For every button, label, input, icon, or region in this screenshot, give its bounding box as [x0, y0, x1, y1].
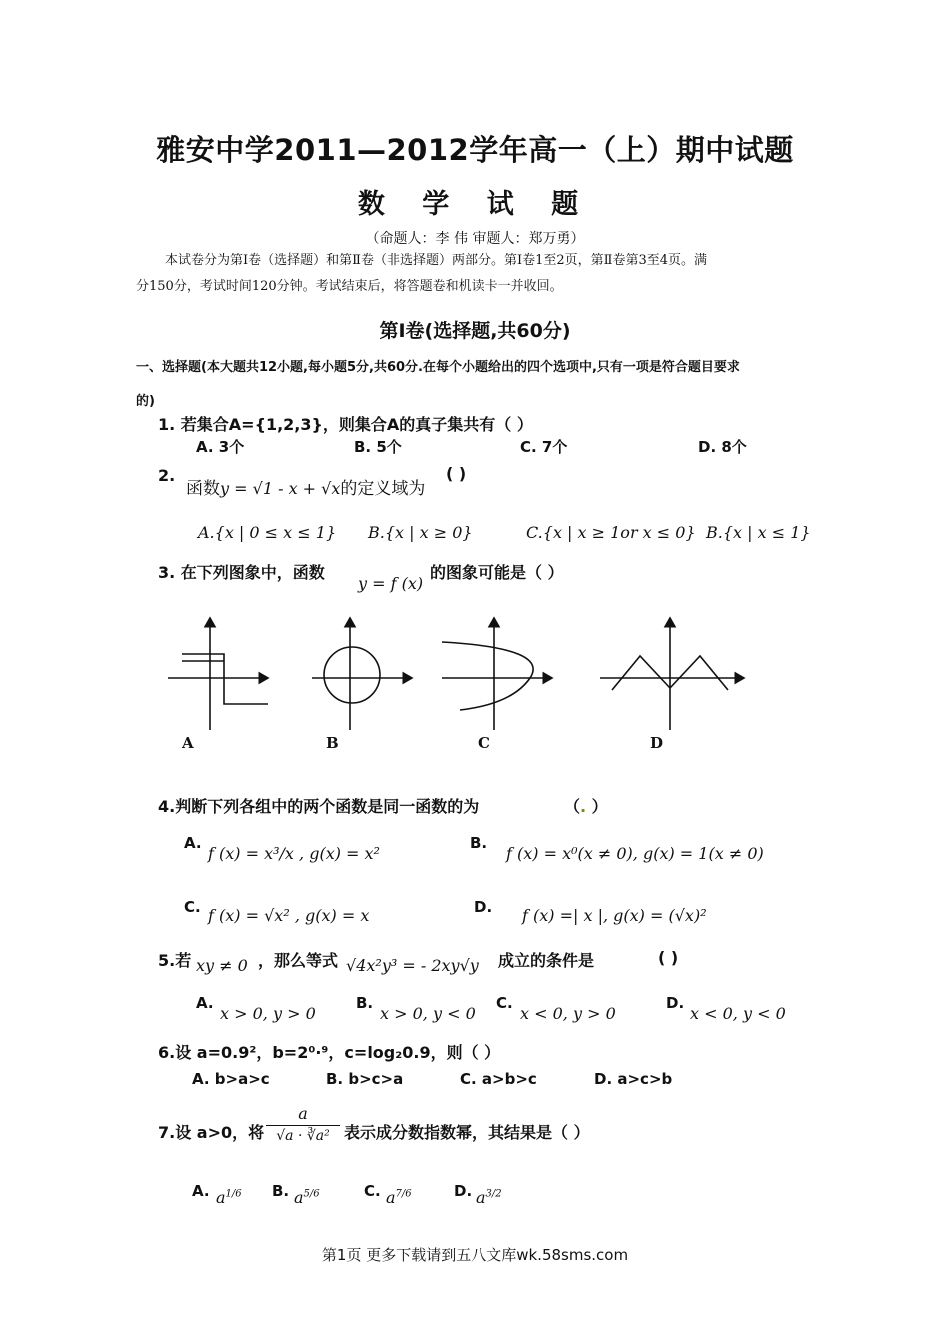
question-6: 6.设 a=0.9²，b=2⁰·⁹，c=log₂0.9，则（ ） — [158, 1043, 501, 1062]
q5-condition: xy ≠ 0 — [196, 956, 248, 975]
q3-graphs — [160, 612, 760, 742]
q1-option-d: D. 8个 — [698, 438, 747, 456]
q5-option-d: x < 0, y < 0 — [690, 1004, 786, 1023]
graph-b — [312, 618, 412, 730]
page-footer: 第1页 更多下载请到五八文库wk.58sms.com — [321, 1246, 629, 1264]
q7-option-a-label: A. — [192, 1182, 210, 1200]
q2-option-c: C.{x | x ≥ 1or x ≤ 0} — [526, 523, 696, 542]
q4-paren-open: （ — [564, 797, 581, 816]
section-title: 第Ⅰ卷(选择题,共60分) — [379, 320, 571, 342]
q7-option-a-base: a — [216, 1188, 226, 1207]
q5-option-c: x < 0, y > 0 — [520, 1004, 616, 1023]
q4-option-c-label: C. — [184, 898, 201, 916]
exam-subtitle: 数 学 试 题 — [357, 189, 593, 220]
q3-function: y = f (x) — [358, 574, 424, 593]
graph-c — [442, 618, 552, 730]
q7-fraction-denominator: √a · ∛a² — [276, 1128, 330, 1144]
q7-option-d — [476, 1188, 502, 1207]
q4-paren-close: ） — [586, 797, 608, 816]
question-7-text-a: 7.设 a>0，将 — [158, 1123, 265, 1142]
q5-equation: √4x²y³ = - 2xy√y — [346, 956, 479, 975]
q7-fraction — [266, 1104, 340, 1144]
question-2-stem — [186, 474, 425, 499]
q5-option-d-label: D. — [666, 994, 685, 1012]
graph-label-b: B — [326, 734, 339, 752]
q4-answer-paren — [564, 794, 608, 817]
q2-stem-suffix: 的定义域为 — [340, 479, 426, 499]
q7-option-c-exp: 7/6 — [395, 1188, 412, 1200]
graph-a — [168, 618, 268, 730]
q7-fraction-numerator: a — [266, 1104, 340, 1126]
question-3-text-b: 的图象可能是（ ） — [430, 563, 564, 582]
question-1: 1. 若集合A={1,2,3}，则集合A的真子集共有（ ） — [158, 415, 533, 434]
q6-option-b: B. b>c>a — [326, 1070, 404, 1088]
q7-option-d-base: a — [476, 1188, 486, 1207]
q4-option-d: f (x) =| x |, g(x) = (√x)² — [522, 906, 707, 925]
q4-option-b: f (x) = x⁰(x ≠ 0), g(x) = 1(x ≠ 0) — [506, 844, 764, 863]
q7-option-a — [216, 1188, 242, 1207]
q7-option-c-label: C. — [364, 1182, 381, 1200]
q2-function: y = √1 - x + √x — [220, 479, 341, 498]
q7-option-a-exp: 1/6 — [225, 1188, 242, 1200]
q2-option-d: B.{x | x ≤ 1} — [706, 523, 811, 542]
part-instructions-2: 的) — [136, 394, 155, 409]
q1-option-a: A. 3个 — [196, 438, 245, 456]
graph-label-a: A — [182, 734, 194, 752]
exam-authors: （命题人：李 伟 审题人：郑万勇） — [365, 231, 585, 247]
q5-option-b: x > 0, y < 0 — [380, 1004, 476, 1023]
exam-title: 雅安中学2011—2012学年高一（上）期中试题 — [156, 133, 794, 167]
q5-option-c-label: C. — [496, 994, 513, 1012]
q7-option-b-exp: 5/6 — [303, 1188, 320, 1200]
question-7-text-b: 表示成分数指数幂，其结果是（ ） — [344, 1123, 590, 1142]
q5-answer-paren: ( ) — [658, 948, 679, 967]
intro-line-1: 本试卷分为第Ⅰ卷（选择题）和第Ⅱ卷（非选择题）两部分。第Ⅰ卷1至2页，第Ⅱ卷第3至4页。满 — [165, 253, 708, 268]
question-5-text-c: 成立的条件是 — [498, 951, 595, 970]
q4-option-d-label: D. — [474, 898, 493, 916]
q1-option-b: B. 5个 — [354, 438, 402, 456]
q7-option-c-base: a — [386, 1188, 396, 1207]
question-2-number: 2. — [158, 466, 176, 485]
graph-d — [600, 618, 744, 730]
q4-option-c: f (x) = √x² , g(x) = x — [208, 906, 370, 925]
q2-stem-prefix: 函数 — [186, 479, 220, 499]
q1-option-c: C. 7个 — [520, 438, 568, 456]
q5-option-b-label: B. — [356, 994, 374, 1012]
q4-option-a-label: A. — [184, 834, 202, 852]
q2-answer-paren: ( ) — [446, 464, 467, 483]
q6-option-a: A. b>a>c — [192, 1070, 270, 1088]
q2-option-a: A.{x | 0 ≤ x ≤ 1} — [198, 523, 337, 542]
question-5-text-a: 5.若 — [158, 951, 192, 970]
part-instructions-1: 一、选择题(本大题共12小题,每小题5分,共60分.在每个小题给出的四个选项中,只有一项是符合题目要求 — [136, 360, 740, 375]
q5-option-a-label: A. — [196, 994, 214, 1012]
q5-option-a: x > 0, y > 0 — [220, 1004, 316, 1023]
q4-option-a: f (x) = x³/x , g(x) = x² — [208, 844, 380, 863]
question-3-text-a: 3. 在下列图象中，函数 — [158, 563, 325, 582]
question-5-text-b: ，那么等式 — [258, 951, 339, 970]
q4-option-b-label: B. — [470, 834, 488, 852]
graph-label-d: D — [650, 734, 664, 752]
q7-option-b-label: B. — [272, 1182, 290, 1200]
q7-option-d-exp: 3/2 — [485, 1188, 502, 1200]
intro-line-2: 分150分，考试时间120分钟。考试结束后，将答题卷和机读卡一并收回。 — [136, 279, 563, 294]
q6-option-d: D. a>c>b — [594, 1070, 673, 1088]
question-4: 4.判断下列各组中的两个函数是同一函数的为 — [158, 797, 480, 816]
q7-option-c — [386, 1188, 412, 1207]
q7-option-b — [294, 1188, 320, 1207]
q4-paren-dot: . — [580, 797, 587, 816]
q7-option-b-base: a — [294, 1188, 304, 1207]
q6-option-c: C. a>b>c — [460, 1070, 537, 1088]
q2-option-b: B.{x | x ≥ 0} — [368, 523, 473, 542]
graph-label-c: C — [478, 734, 490, 752]
q7-option-d-label: D. — [454, 1182, 473, 1200]
